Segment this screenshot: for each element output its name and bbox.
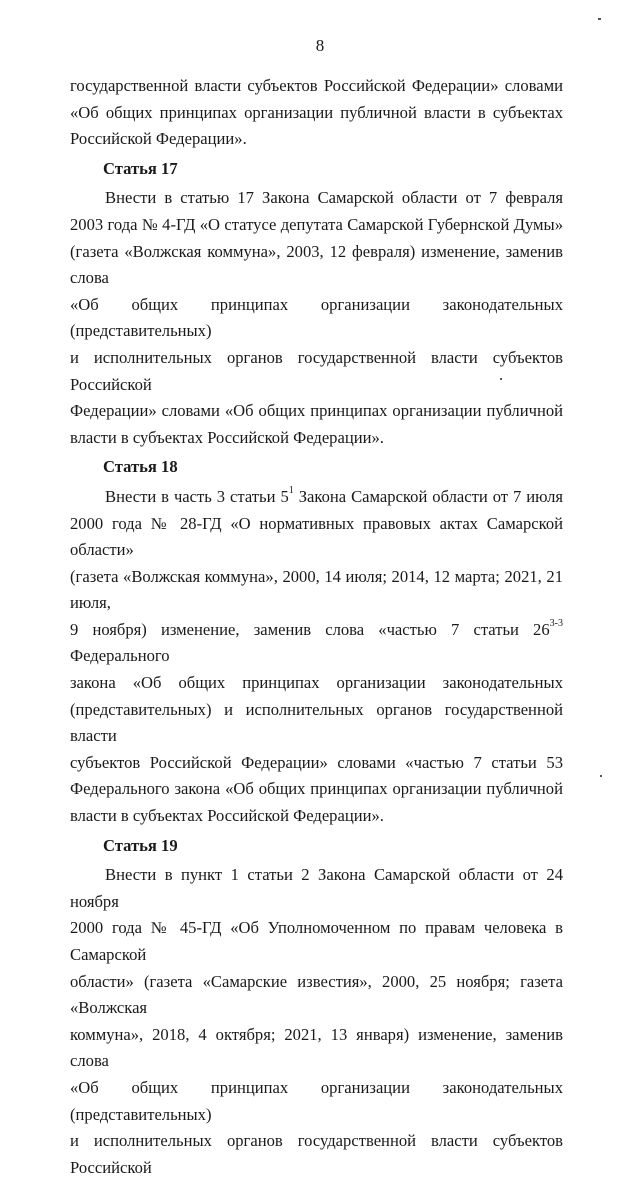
document-body [70,73,563,1181]
text-line: «Об общих принципах организации публичной власти в субъектах [70,102,563,122]
article-heading: Статья 19 [103,835,178,855]
text-line: 2000 года № 28-ГД «О нормативных правовых актах Самарской области» [70,513,563,560]
text-segment: 9 ноября) изменение, заменив слова «частью 7 статьи 26 [70,619,550,639]
article-17 [70,156,563,452]
text-line: (газета «Волжская коммуна», 2003, 12 февраля) изменение, заменив слова [70,241,563,288]
text-line: Российской Федерации». [70,129,247,149]
text-line [70,484,563,511]
intro-paragraph [70,73,563,153]
text-segment: Федерального [70,646,170,666]
text-line: субъектов Российской Федерации» словами «частью 7 статьи 53 [70,752,563,772]
text-line: области» (газета «Самарские известия», 2000, 25 ноября; газета «Волжская [70,971,563,1018]
scan-speck [600,775,602,777]
text-line: «Об общих принципах организации законодательных (представительных) [70,294,563,341]
text-line: Федерального закона «Об общих принципах организации публичной [70,779,563,799]
text-line: власти в субъектах Российской Федерации». [70,806,384,826]
text-line: (газета «Волжская коммуна», 2000, 14 июля; 2014, 12 марта; 2021, 21 июля, [70,566,563,613]
text-line: государственной власти субъектов Российской Федерации» словами [70,76,563,95]
page-number: 8 [315,36,325,55]
text-line: Федерации» словами «Об общих принципах организации публичной [70,401,563,421]
superscript: 1 [288,485,294,497]
article-19 [70,833,563,1181]
text-line: коммуна», 2018, 4 октября; 2021, 13 января) изменение, заменив слова [70,1024,563,1071]
text-line [70,617,563,670]
article-heading: Статья 18 [103,457,178,477]
article-heading: Статья 17 [103,158,178,178]
text-line: закона «Об общих принципах организации законодательных [70,673,563,693]
article-18 [70,454,563,829]
text-line: 2003 года № 4-ГД «О статусе депутата Самарской Губернской Думы» [70,214,563,234]
text-line: и исполнительных органов государственной власти субъектов Российской [70,347,563,394]
text-line: Внести в статью 17 Закона Самарской области от 7 февраля [105,188,563,208]
text-line: «Об общих принципах организации законодательных (представительных) [70,1077,563,1124]
scan-speck [598,18,601,20]
superscript: 3-3 [549,618,563,630]
text-segment: Закона Самарской области от 7 июля [293,486,563,506]
text-line: власти в субъектах Российской Федерации». [70,427,384,447]
text-line: (представительных) и исполнительных органов государственной власти [70,699,563,746]
text-line: Внести в пункт 1 статьи 2 Закона Самарской области от 24 ноября [70,865,563,911]
text-segment: Внести в часть 3 статьи 5 [105,486,289,506]
text-line: 2000 года № 45-ГД «Об Уполномоченном по правам человека в Самарской [70,918,563,964]
text-line: и исполнительных органов государственной власти субъектов Российской [70,1131,563,1177]
